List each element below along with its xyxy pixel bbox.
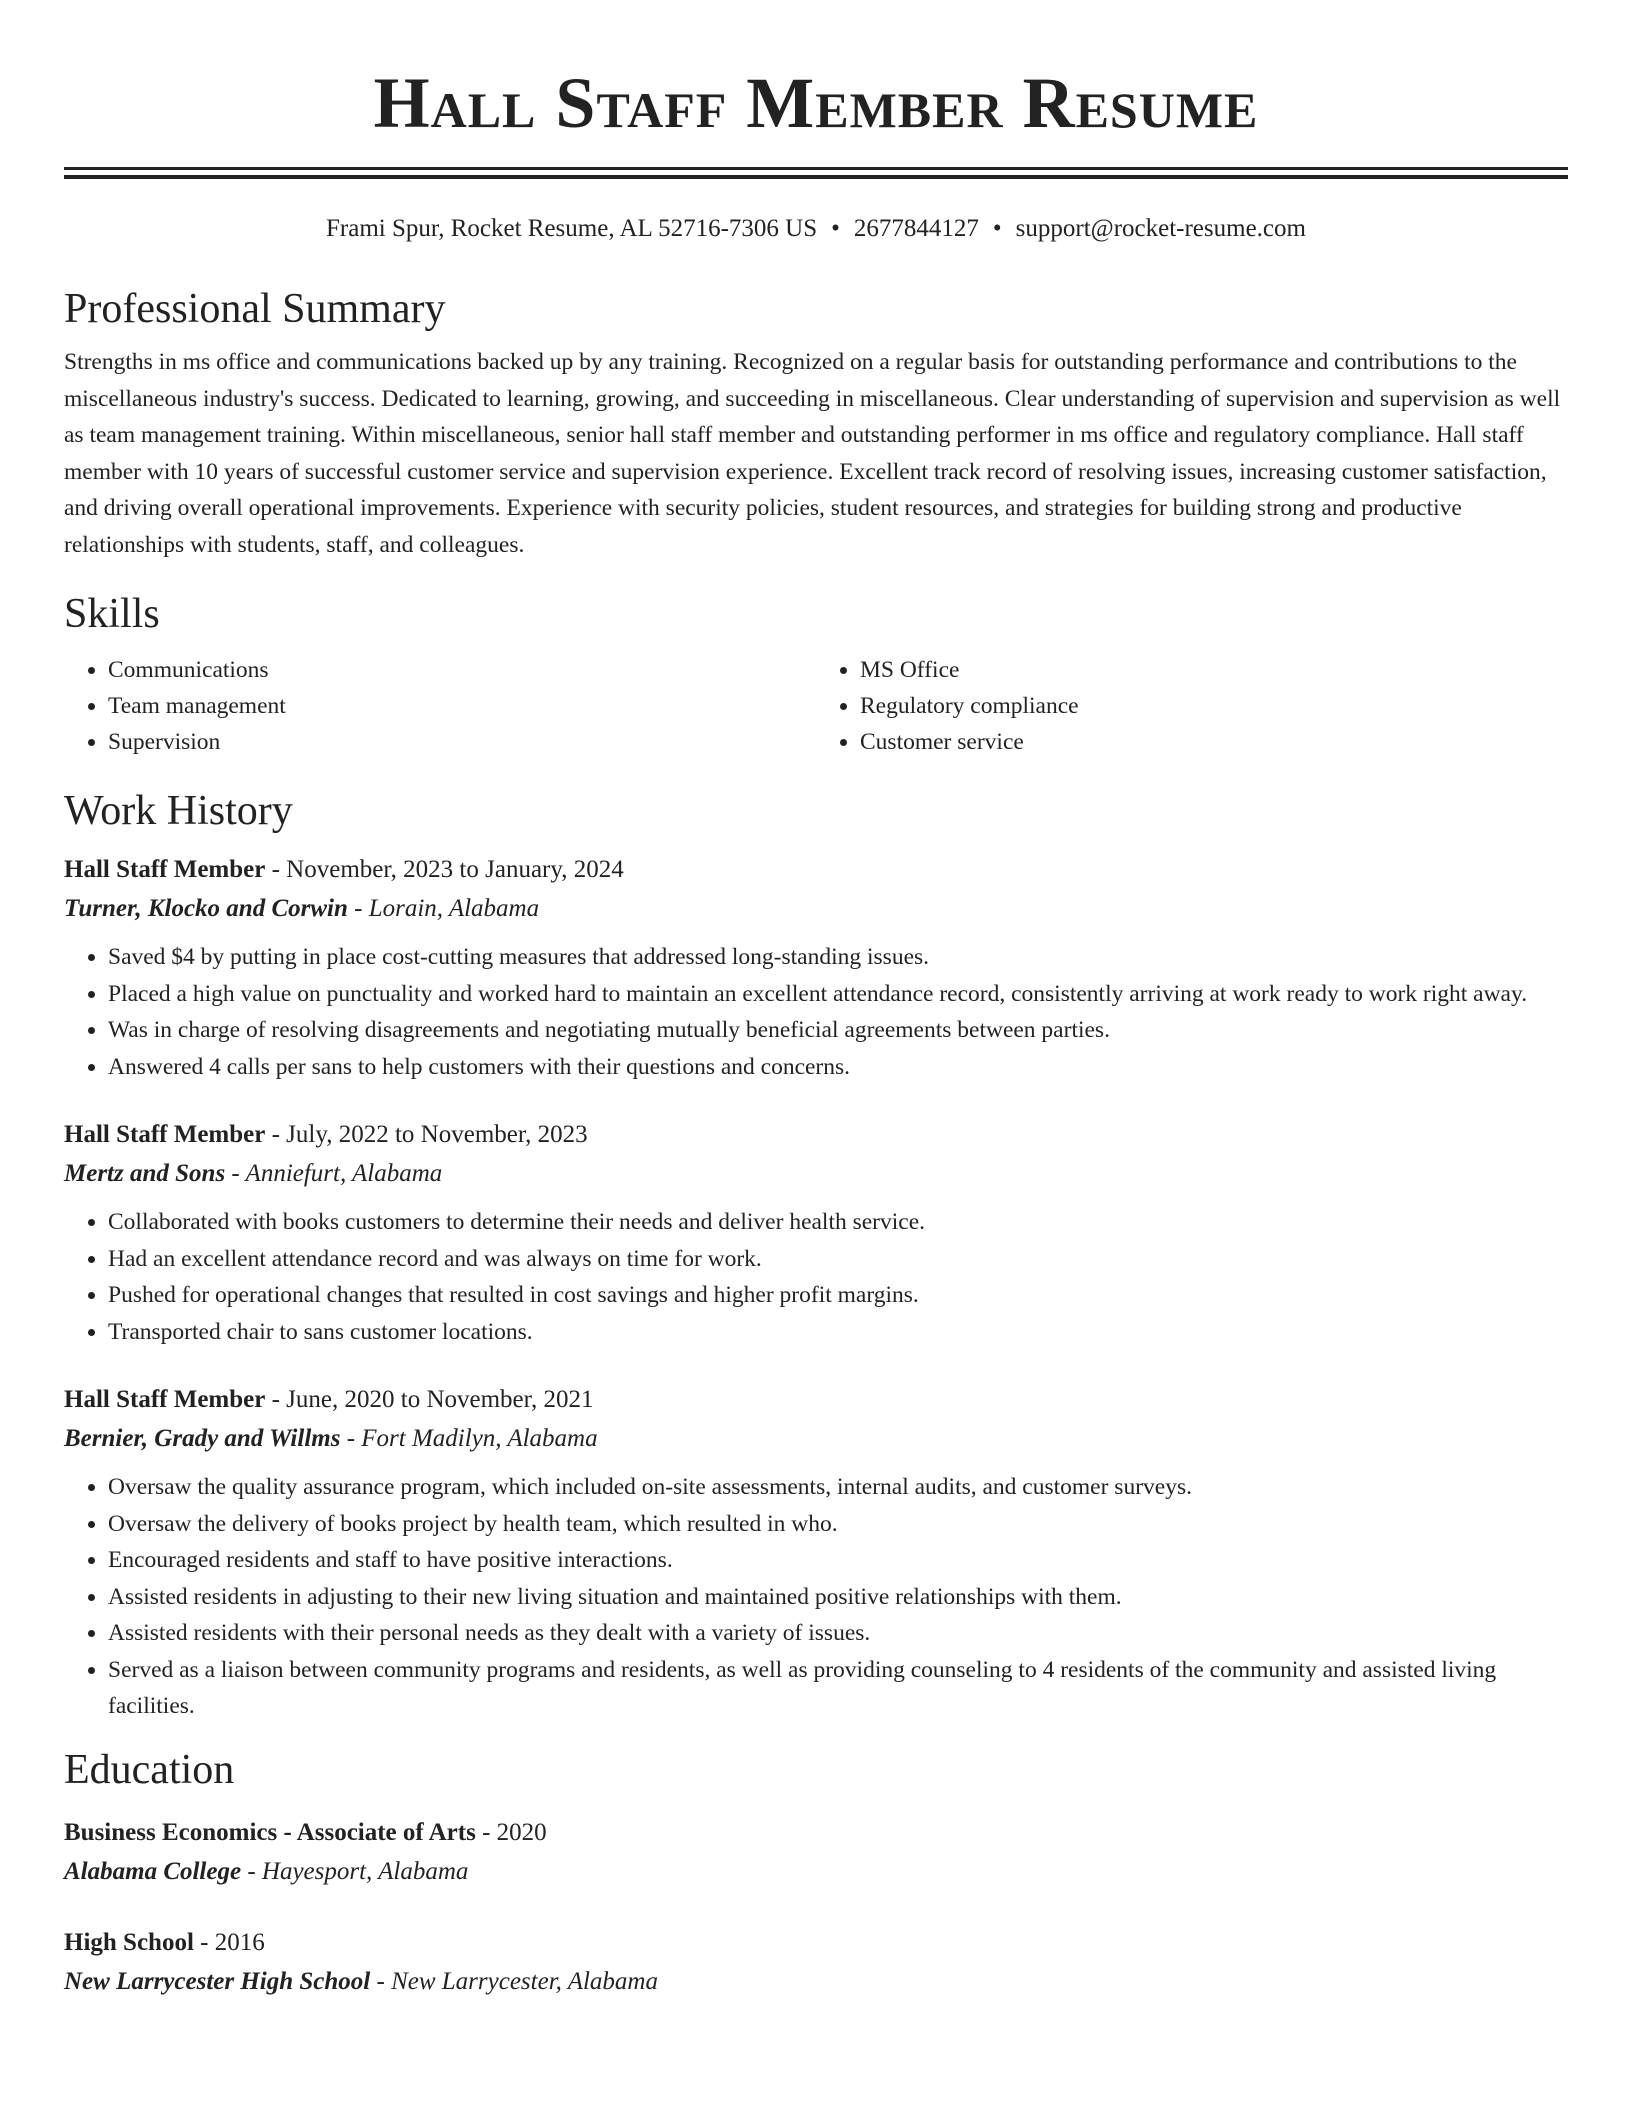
skill-item: • Team management xyxy=(108,688,816,724)
skill-item: • Customer service xyxy=(860,724,1568,760)
education-year: - 2016 xyxy=(193,1928,265,1956)
job-title: Hall Staff Member xyxy=(64,1386,266,1413)
skills-list xyxy=(64,652,1568,760)
job-dates: - July, 2022 to November, 2023 xyxy=(265,1121,588,1148)
education-degree-line xyxy=(64,1924,1568,1962)
job-bullets xyxy=(64,1469,1568,1725)
job-bullet: • Answered 4 calls per sans to help customers with their questions and concerns. xyxy=(108,1049,1568,1086)
job-bullet: • Saved $4 by putting in place cost-cutting measures that addressed long-standing issues. xyxy=(108,939,1568,976)
education-year: - 2020 xyxy=(475,1818,547,1846)
job-title: Hall Staff Member xyxy=(64,856,266,883)
contact-address: Frami Spur, Rocket Resume, AL 52716-7306 US xyxy=(326,215,818,242)
job-location: - Fort Madilyn, Alabama xyxy=(340,1425,598,1452)
job-bullet: • Transported chair to sans customer locations. xyxy=(108,1314,1568,1351)
contact-separator: • xyxy=(831,215,840,242)
job-entry xyxy=(64,851,1568,1085)
job-entry xyxy=(64,1381,1568,1725)
skill-item: • Supervision xyxy=(108,724,816,760)
education-degree: Business Economics - Associate of Arts xyxy=(64,1818,476,1846)
title-divider-bottom xyxy=(64,175,1568,179)
skills-column-right xyxy=(816,652,1568,760)
job-bullet: • Assisted residents in adjusting to their new living situation and maintained positive relationships with them. xyxy=(108,1579,1568,1616)
education-degree: High School xyxy=(64,1928,194,1956)
education-school-line xyxy=(64,1962,1568,2002)
job-title-line xyxy=(64,851,1568,889)
contact-email: support@rocket-resume.com xyxy=(1015,215,1306,242)
education-school: New Larrycester High School xyxy=(64,1967,371,1995)
contact-separator: • xyxy=(992,215,1002,242)
resume-page xyxy=(64,0,1568,2002)
job-dates: - November, 2023 to January, 2024 xyxy=(265,856,624,883)
education-entry xyxy=(64,1924,1568,2002)
skills-column-left xyxy=(64,652,816,760)
job-company: Mertz and Sons xyxy=(64,1160,226,1187)
job-company-line xyxy=(64,1419,1568,1459)
education-location: - New Larrycester, Alabama xyxy=(370,1967,658,1995)
job-title-line xyxy=(64,1116,1568,1154)
education-entry xyxy=(64,1814,1568,1892)
education-degree-line xyxy=(64,1814,1568,1852)
job-bullets xyxy=(64,939,1568,1085)
job-bullet: • Oversaw the quality assurance program, which included on-site assessments, internal audits, and customer surveys. xyxy=(108,1469,1568,1506)
job-company-line xyxy=(64,1154,1568,1194)
job-entry xyxy=(64,1116,1568,1350)
job-title-line xyxy=(64,1381,1568,1419)
job-location: - Lorain, Alabama xyxy=(347,895,540,922)
education-school: Alabama College xyxy=(64,1857,242,1885)
work-history-heading: Work History xyxy=(64,788,293,834)
contact-line xyxy=(64,213,1568,245)
job-bullet: • Collaborated with books customers to determine their needs and deliver health service. xyxy=(108,1204,1568,1241)
job-company: Bernier, Grady and Willms xyxy=(64,1425,341,1452)
job-bullet: • Had an excellent attendance record and was always on time for work. xyxy=(108,1241,1568,1278)
resume-title: Hall Staff Member Resume xyxy=(373,63,1259,143)
skills-heading: Skills xyxy=(64,591,160,637)
job-bullet: • Pushed for operational changes that resulted in cost savings and higher profit margins. xyxy=(108,1277,1568,1314)
summary-heading: Professional Summary xyxy=(64,286,446,332)
contact-phone: 2677844127 xyxy=(853,215,979,242)
title-divider-top xyxy=(64,167,1568,170)
skill-item: • Regulatory compliance xyxy=(860,688,1568,724)
job-dates: - June, 2020 to November, 2021 xyxy=(265,1386,594,1413)
education-heading: Education xyxy=(64,1746,235,1793)
job-title: Hall Staff Member xyxy=(64,1121,266,1148)
job-bullet: • Oversaw the delivery of books project by health team, which resulted in who. xyxy=(108,1506,1568,1543)
job-bullet: • Encouraged residents and staff to have positive interactions. xyxy=(108,1542,1568,1579)
job-bullet: • Placed a high value on punctuality and worked hard to maintain an excellent attendance record, consistently arriving at work ready to work right away. xyxy=(108,976,1568,1013)
skill-item: • Communications xyxy=(108,652,816,688)
skill-item: • MS Office xyxy=(860,652,1568,688)
job-bullets xyxy=(64,1204,1568,1350)
education-location: - Hayesport, Alabama xyxy=(241,1857,469,1885)
summary-text: Strengths in ms office and communications backed up by any training. Recognized on a regular basis for outstanding performance and contributions to the miscellaneous industry's success. Dedicated to learning, growing, and succeeding in miscellaneous. Clear understanding of supervision and supervision as well as team management training. Within miscellaneous, senior hall staff member and outstanding performer in ms office and regulatory compliance. Hall staff member with 10 years of successful customer service and supervision experience. Excellent track record of resolving issues, increasing customer satisfaction, and driving overall operational improvements. Experience with security policies, student resources, and strategies for building strong and productive relationships with students, staff, and colleagues. xyxy=(64,349,1561,558)
job-bullet: • Served as a liaison between community programs and residents, as well as providing counseling to 4 residents of the community and assisted living facilities. xyxy=(108,1652,1568,1725)
job-location: - Anniefurt, Alabama xyxy=(225,1160,443,1187)
job-company: Turner, Klocko and Corwin xyxy=(64,895,348,922)
education-school-line xyxy=(64,1852,1568,1892)
job-bullet: • Assisted residents with their personal needs as they dealt with a variety of issues. xyxy=(108,1615,1568,1652)
job-bullet: • Was in charge of resolving disagreements and negotiating mutually beneficial agreements between parties. xyxy=(108,1012,1568,1049)
job-company-line xyxy=(64,889,1568,929)
